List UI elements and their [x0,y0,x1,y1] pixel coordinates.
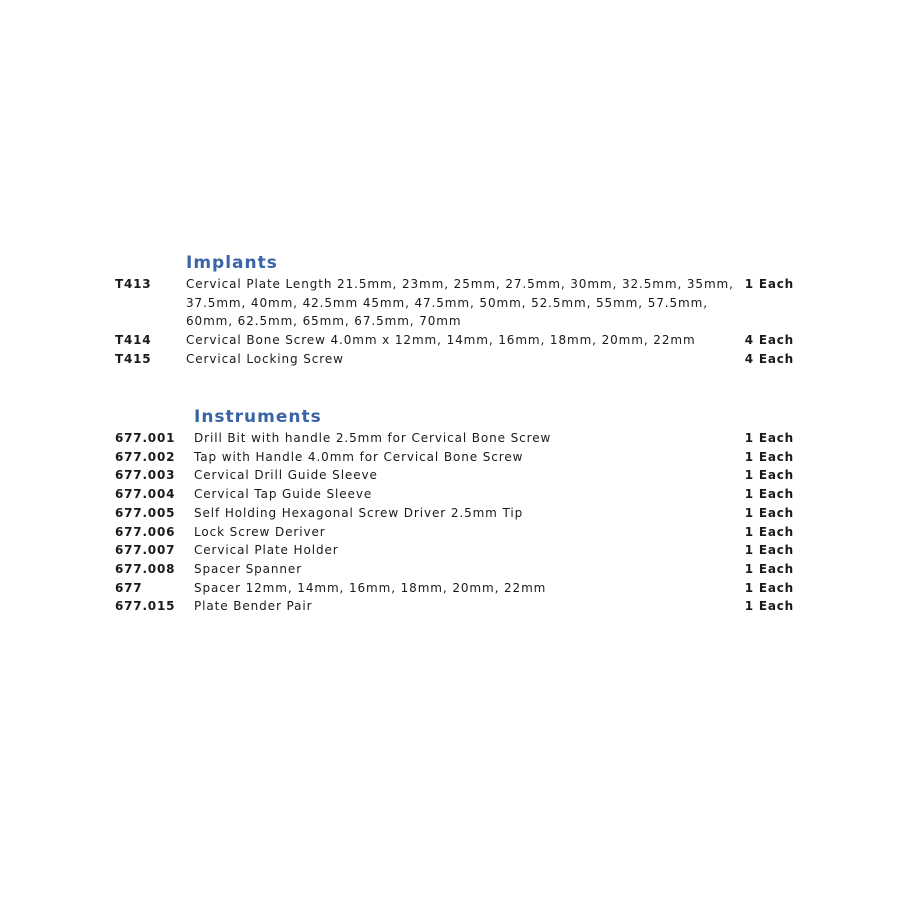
item-description-line: Lock Screw Deriver [194,524,326,539]
item-code: 677.005 [115,505,176,520]
item-quantity: 1 Each [744,431,794,445]
list-item [0,350,900,369]
item-description [186,275,734,331]
item-description-line: Cervical Tap Guide Sleeve [194,487,373,502]
item-quantity: 4 Each [744,333,794,348]
list-item [0,331,900,350]
item-description [194,429,731,448]
item-description [194,523,731,542]
item-description [194,504,731,523]
item-code: 677 [115,580,143,595]
item-code: 677.008 [115,561,176,576]
item-code: 677.006 [115,524,176,539]
list-item [0,523,900,542]
list-item [0,429,900,448]
list-item [0,560,900,579]
item-code: 677.002 [115,449,176,464]
list-item [0,466,900,485]
item-code: 677.015 [115,599,176,614]
item-description-line: Tap with Handle 4.0mm for Cervical Bone Screw [194,449,524,464]
item-description [194,597,731,616]
item-description [194,485,731,504]
item-quantity: 1 Each [744,543,794,558]
item-description-line: Cervical Drill Guide Sleeve [194,468,378,483]
item-code: 677.004 [115,487,176,502]
list-item [0,504,900,523]
item-description-line: Self Holding Hexagonal Screw Driver 2.5mm Tip [194,505,524,520]
item-description [194,541,731,560]
item-description [194,560,731,579]
item-quantity: 4 Each [744,351,794,366]
list-item [0,579,900,598]
item-code: 677.001 [115,431,176,445]
item-code: T415 [115,351,152,366]
item-description-line: 37.5mm, 40mm, 42.5mm 45mm, 47.5mm, 50mm, 52.5mm, 55mm, 57.5mm, [186,295,708,310]
instruments-heading: Instruments [194,407,322,427]
item-code: T414 [115,333,152,348]
item-code: T413 [115,277,152,291]
item-code: 677.003 [115,468,176,483]
list-item [0,485,900,504]
item-quantity: 1 Each [744,505,794,520]
item-description [186,331,731,350]
item-description [186,350,731,369]
list-item [0,448,900,467]
item-quantity: 1 Each [744,449,794,464]
list-item [0,275,900,331]
item-description-line: Spacer 12mm, 14mm, 16mm, 18mm, 20mm, 22mm [194,580,547,595]
item-quantity: 1 Each [744,277,794,291]
item-description-line: Plate Bender Pair [194,599,313,614]
implants-heading: Implants [186,253,278,273]
item-description [194,448,731,467]
item-description-line: Cervical Bone Screw 4.0mm x 12mm, 14mm, 16mm, 18mm, 20mm, 22mm [186,333,696,348]
item-description-line: 60mm, 62.5mm, 65mm, 67.5mm, 70mm [186,314,462,329]
instruments-list [0,429,900,616]
item-description [194,579,731,598]
item-quantity: 1 Each [744,487,794,502]
item-quantity: 1 Each [744,561,794,576]
implants-list [0,275,900,369]
item-quantity: 1 Each [744,580,794,595]
item-description-line: Cervical Locking Screw [186,351,344,366]
list-item [0,541,900,560]
list-item [0,597,900,616]
item-description-line: Cervical Plate Length 21.5mm, 23mm, 25mm, 27.5mm, 30mm, 32.5mm, 35mm, [186,277,734,291]
item-description [194,466,731,485]
item-description-line: Drill Bit with handle 2.5mm for Cervical Bone Screw [194,431,552,445]
item-quantity: 1 Each [744,599,794,614]
item-description-line: Cervical Plate Holder [194,543,339,558]
item-description-line: Spacer Spanner [194,561,303,576]
item-quantity: 1 Each [744,524,794,539]
item-quantity: 1 Each [744,468,794,483]
item-code: 677.007 [115,543,176,558]
